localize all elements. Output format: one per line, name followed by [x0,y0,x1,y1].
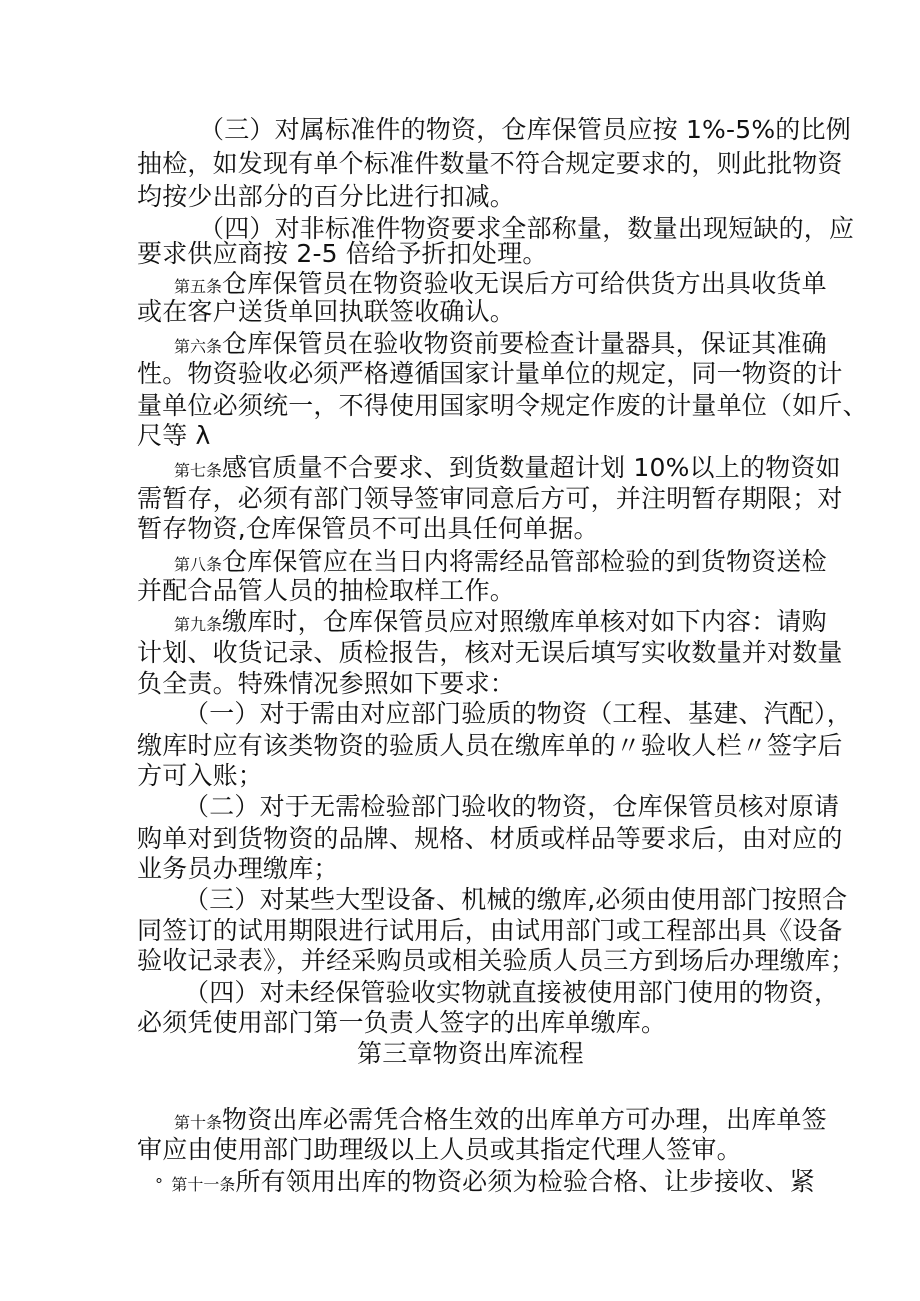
article-label: 第十条 [174,1113,223,1132]
text-line: （三）对某些大型设备、机械的缴库,必须由使用部门按照合 [184,885,848,914]
text-line: 计划、收货记录、质检报告，核对无误后填写实收数量并对数量 [137,638,843,667]
text-line: 量单位必须统一，不得使用国家明令规定作废的计量单位（如斤、 [137,391,868,420]
chapter-heading: 第三章物资出库流程 [357,1039,584,1068]
article-label: 第六条 [174,337,223,356]
text-line: 必须凭使用部门第一负责人签字的出库单缴库。 [137,1008,667,1037]
article-text: 物资出库必需凭合格生效的出库单方可办理，出库单签 [222,1105,827,1134]
text-line: 性。物资验收必须严格遵循国家计量单位的规定，同一物资的计 [137,359,843,388]
text-line: 审应由使用部门助理级以上人员或其指定代理人签审。 [137,1135,742,1164]
text-line: （二）对于无需检验部门验收的物资，仓库保管员核对原请 [184,792,840,821]
text-line: 暂存物资,仓库保管员不可出具任何单据。 [137,514,599,543]
text-line: 均按少出部分的百分比进行扣减。 [137,182,516,211]
text-line: 缴库时应有该类物资的验质人员在缴库单的〃验收人栏〃签字后 [137,731,843,760]
article-text: 仓库保管应在当日内将需经品管部检验的到货物资送检 [222,547,827,576]
text-line: 业务员办理缴库； [137,854,339,883]
text-line: 同签订的试用期限进行试用后，由试用部门或工程部出具《设备 [137,916,843,945]
text-line: 要求供应商按 2-5 倍给予折扣处理。 [137,239,548,268]
article-text: 缴库时，仓库保管员应对照缴库单核对如下内容：请购 [222,607,827,636]
text-line: （三）对属标准件的物资，仓库保管员应按 1%-5%的比例 [199,115,851,144]
text-line: （一）对于需由对应部门验质的物资（工程、基建、汽配）， [184,699,852,728]
text-line: 负全责。特殊情况参照如下要求： [137,669,516,698]
text-line: 方可入账； [137,761,264,790]
text-line: 验收记录表》，并经采购员或相关验质人员三方到场后办理缴库； [137,946,856,975]
text-line: （四）对非标准件物资要求全部称量，数量出现短缺的，应 [199,214,855,243]
article-label: 第九条 [174,615,223,634]
article-text: 所有领用出库的物资必须为检验合格、让步接收、紧 [235,1167,815,1196]
article-text: 仓库保管员在验收物资前要检查计量器具，保证其准确 [222,329,827,358]
text-line: 或在客户送货单回执联签收确认。 [137,297,516,326]
text-line: 购单对到货物资的品牌、规格、材质或样品等要求后，由对应的 [137,824,843,853]
text-line: 并配合品管人员的抽检取样工作。 [137,576,516,605]
text-line: （四）对未经保管验收实物就直接被使用部门使用的物资， [184,978,840,1007]
bullet-mark: ° [155,1175,164,1194]
article-line [155,1165,815,1202]
article-text: 仓库保管员在物资验收无误后方可给供货方出具收货单 [222,269,827,298]
article-label: 第七条 [174,461,223,480]
text-line: 需暂存，必须有部门领导签审同意后方可，并注明暂存期限；对 [137,484,843,513]
article-label: 第十一条 [171,1175,236,1194]
article-label: 第八条 [174,555,223,574]
article-text: 感官质量不合要求、到货数量超计划 10%以上的物资如 [222,453,841,482]
text-line: 抽检，如发现有单个标准件数量不符合规定要求的，则此批物资 [137,149,843,178]
text-line: 尺等 λ [137,421,211,450]
article-label: 第五条 [174,277,223,296]
